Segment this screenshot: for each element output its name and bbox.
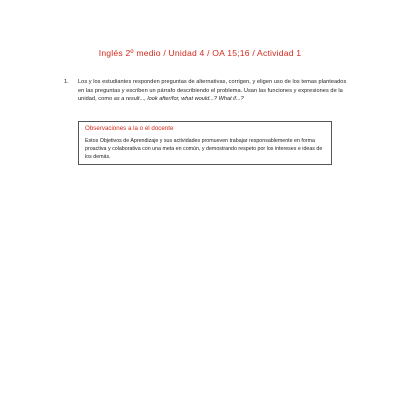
observations-body: Estos Objetivos de Aprendizaje y sus actividades promueven trabajar responsablemente en forma proactiva y colaborativa con una meta en común, y demostrando respeto por los intereses e ideas de los demás. bbox=[85, 138, 323, 160]
item-text bbox=[78, 78, 354, 104]
item-number: 1. bbox=[64, 79, 69, 85]
item-examples: as a result..., look after/for, what would...? What if...? bbox=[113, 96, 244, 103]
item-description: Los y los estudiantes responden preguntas de alternativas, corrigen, y eligen uso de los temas planteados en las preguntas y escriben un párrafo describiendo el problema. Usan las funciones y expresiones de la unidad, como bbox=[78, 79, 347, 103]
observations-box bbox=[78, 121, 332, 165]
page-title: Inglés 2º medio / Unidad 4 / OA 15;16 / Actividad 1 bbox=[98, 48, 302, 58]
observations-title: Observaciones a la o el docente bbox=[85, 125, 174, 132]
